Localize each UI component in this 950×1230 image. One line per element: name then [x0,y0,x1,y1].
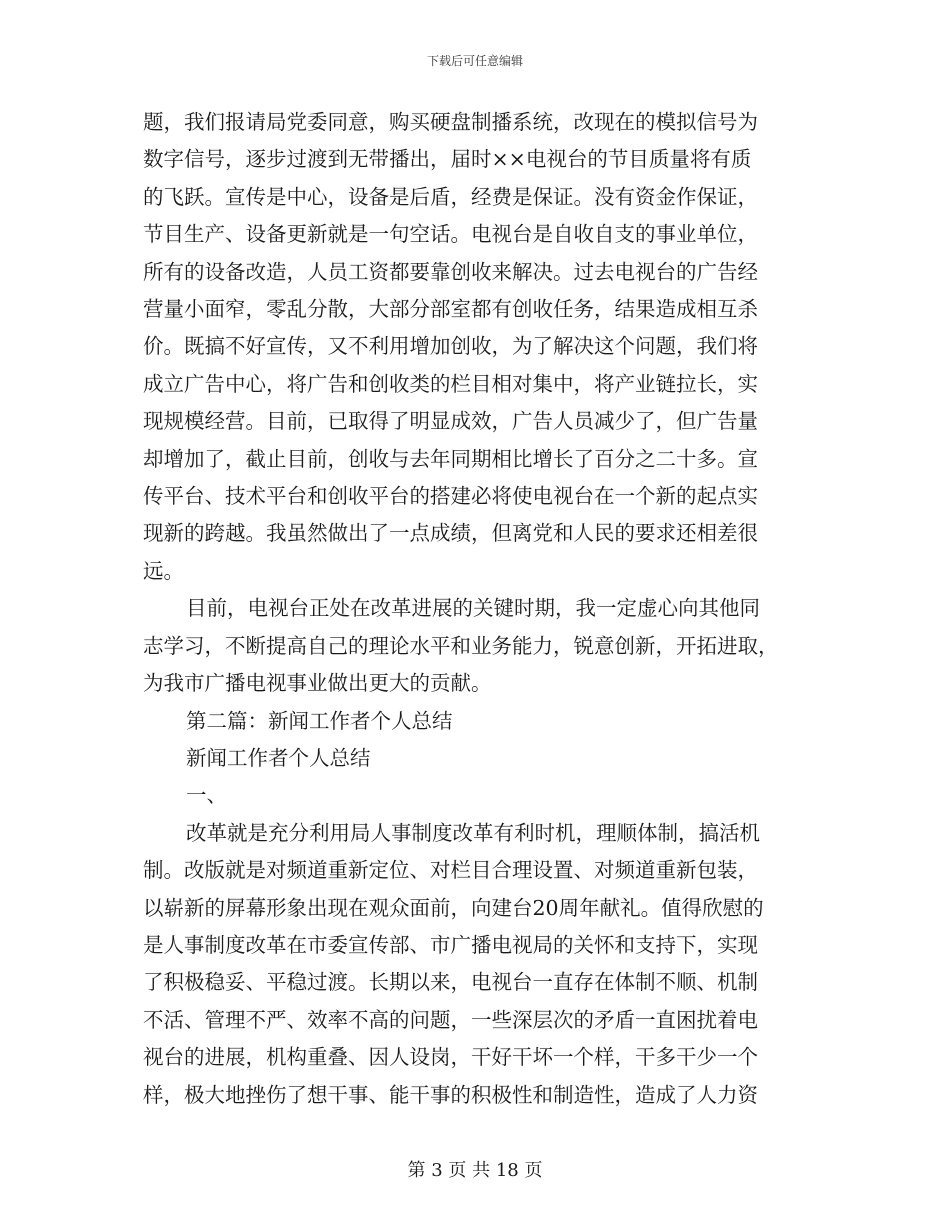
page-header-note: 下载后可任意编辑 [426,54,523,68]
text-line: 价。既搞不好宣传，又不利用增加创收，为了解决这个问题，我们将 [143,334,758,359]
text-line: 以崭新的屏幕形象出现在观众面前，向建台20周年献礼。值得欣慰的 [143,895,764,920]
text-line: 营量小面窄，零乱分散，大部分部室都有创收任务，结果造成相互杀 [143,297,758,322]
text-line: 题，我们报请局党委同意，购买硬盘制播系统，改现在的模拟信号为 [143,110,758,134]
section-heading: 第二篇：新闻工作者个人总结 [186,708,453,733]
section-number: 一、 [186,783,227,808]
text-line: 却增加了，截止目前，创收与去年同期相比增长了百分之二十多。宣 [143,446,758,471]
text-line: 目前，电视台正处在改革进展的关键时期，我一定虚心向其他同 [186,596,760,621]
section-title: 新闻工作者个人总结 [186,745,371,770]
text-line: 不活、管理不严、效率不高的问题，一些深层次的矛盾一直困扰着电 [143,1007,758,1032]
text-line: 成立广告中心，将广告和创收类的栏目相对集中，将产业链拉长，实 [143,371,758,396]
text-line: 的飞跃。宣传是中心，设备是后盾，经费是保证。没有资金作保证， [143,184,758,209]
document-body [143,104,810,1114]
text-line: 志学习，不断提高自己的理论水平和业务能力，锐意创新，开拓进取， [143,633,779,658]
text-line: 了积极稳妥、平稳过渡。长期以来，电视台一直存在体制不顺、机制 [143,970,758,995]
text-line: 数字信号，逐步过渡到无带播出，届时××电视台的节目质量将有质 [143,147,752,172]
text-line: 节目生产、设备更新就是一句空话。电视台是自收自支的事业单位， [143,222,758,247]
text-line: 制。改版就是对频道重新定位、对栏目合理设置、对频道重新包装， [143,858,758,883]
text-line: 改革就是充分利用局人事制度改革有利时机，理顺体制，搞活机 [186,820,760,845]
page-number: 第 3 页 共 18 页 [407,1160,543,1181]
text-line: 为我市广播电视事业做出更大的贡献。 [143,671,492,696]
text-line: 传平台、技术平台和创收平台的搭建必将使电视台在一个新的起点实 [143,484,758,509]
text-line: 是人事制度改革在市委宣传部、市广播电视局的关怀和支持下，实现 [143,932,758,957]
text-line: 所有的设备改造，人员工资都要靠创收来解决。过去电视台的广告经 [143,259,758,284]
text-line: 视台的进展，机构重叠、因人设岗，干好干坏一个样，干多干少一个 [143,1045,758,1070]
text-line: 样，极大地挫伤了想干事、能干事的积极性和制造性，造成了人力资 [143,1082,758,1107]
text-line: 现新的跨越。我虽然做出了一点成绩，但离党和人民的要求还相差很 [143,521,758,546]
text-line: 远。 [143,558,184,583]
text-line: 现规模经营。目前，已取得了明显成效，广告人员减少了，但广告量 [143,409,758,434]
